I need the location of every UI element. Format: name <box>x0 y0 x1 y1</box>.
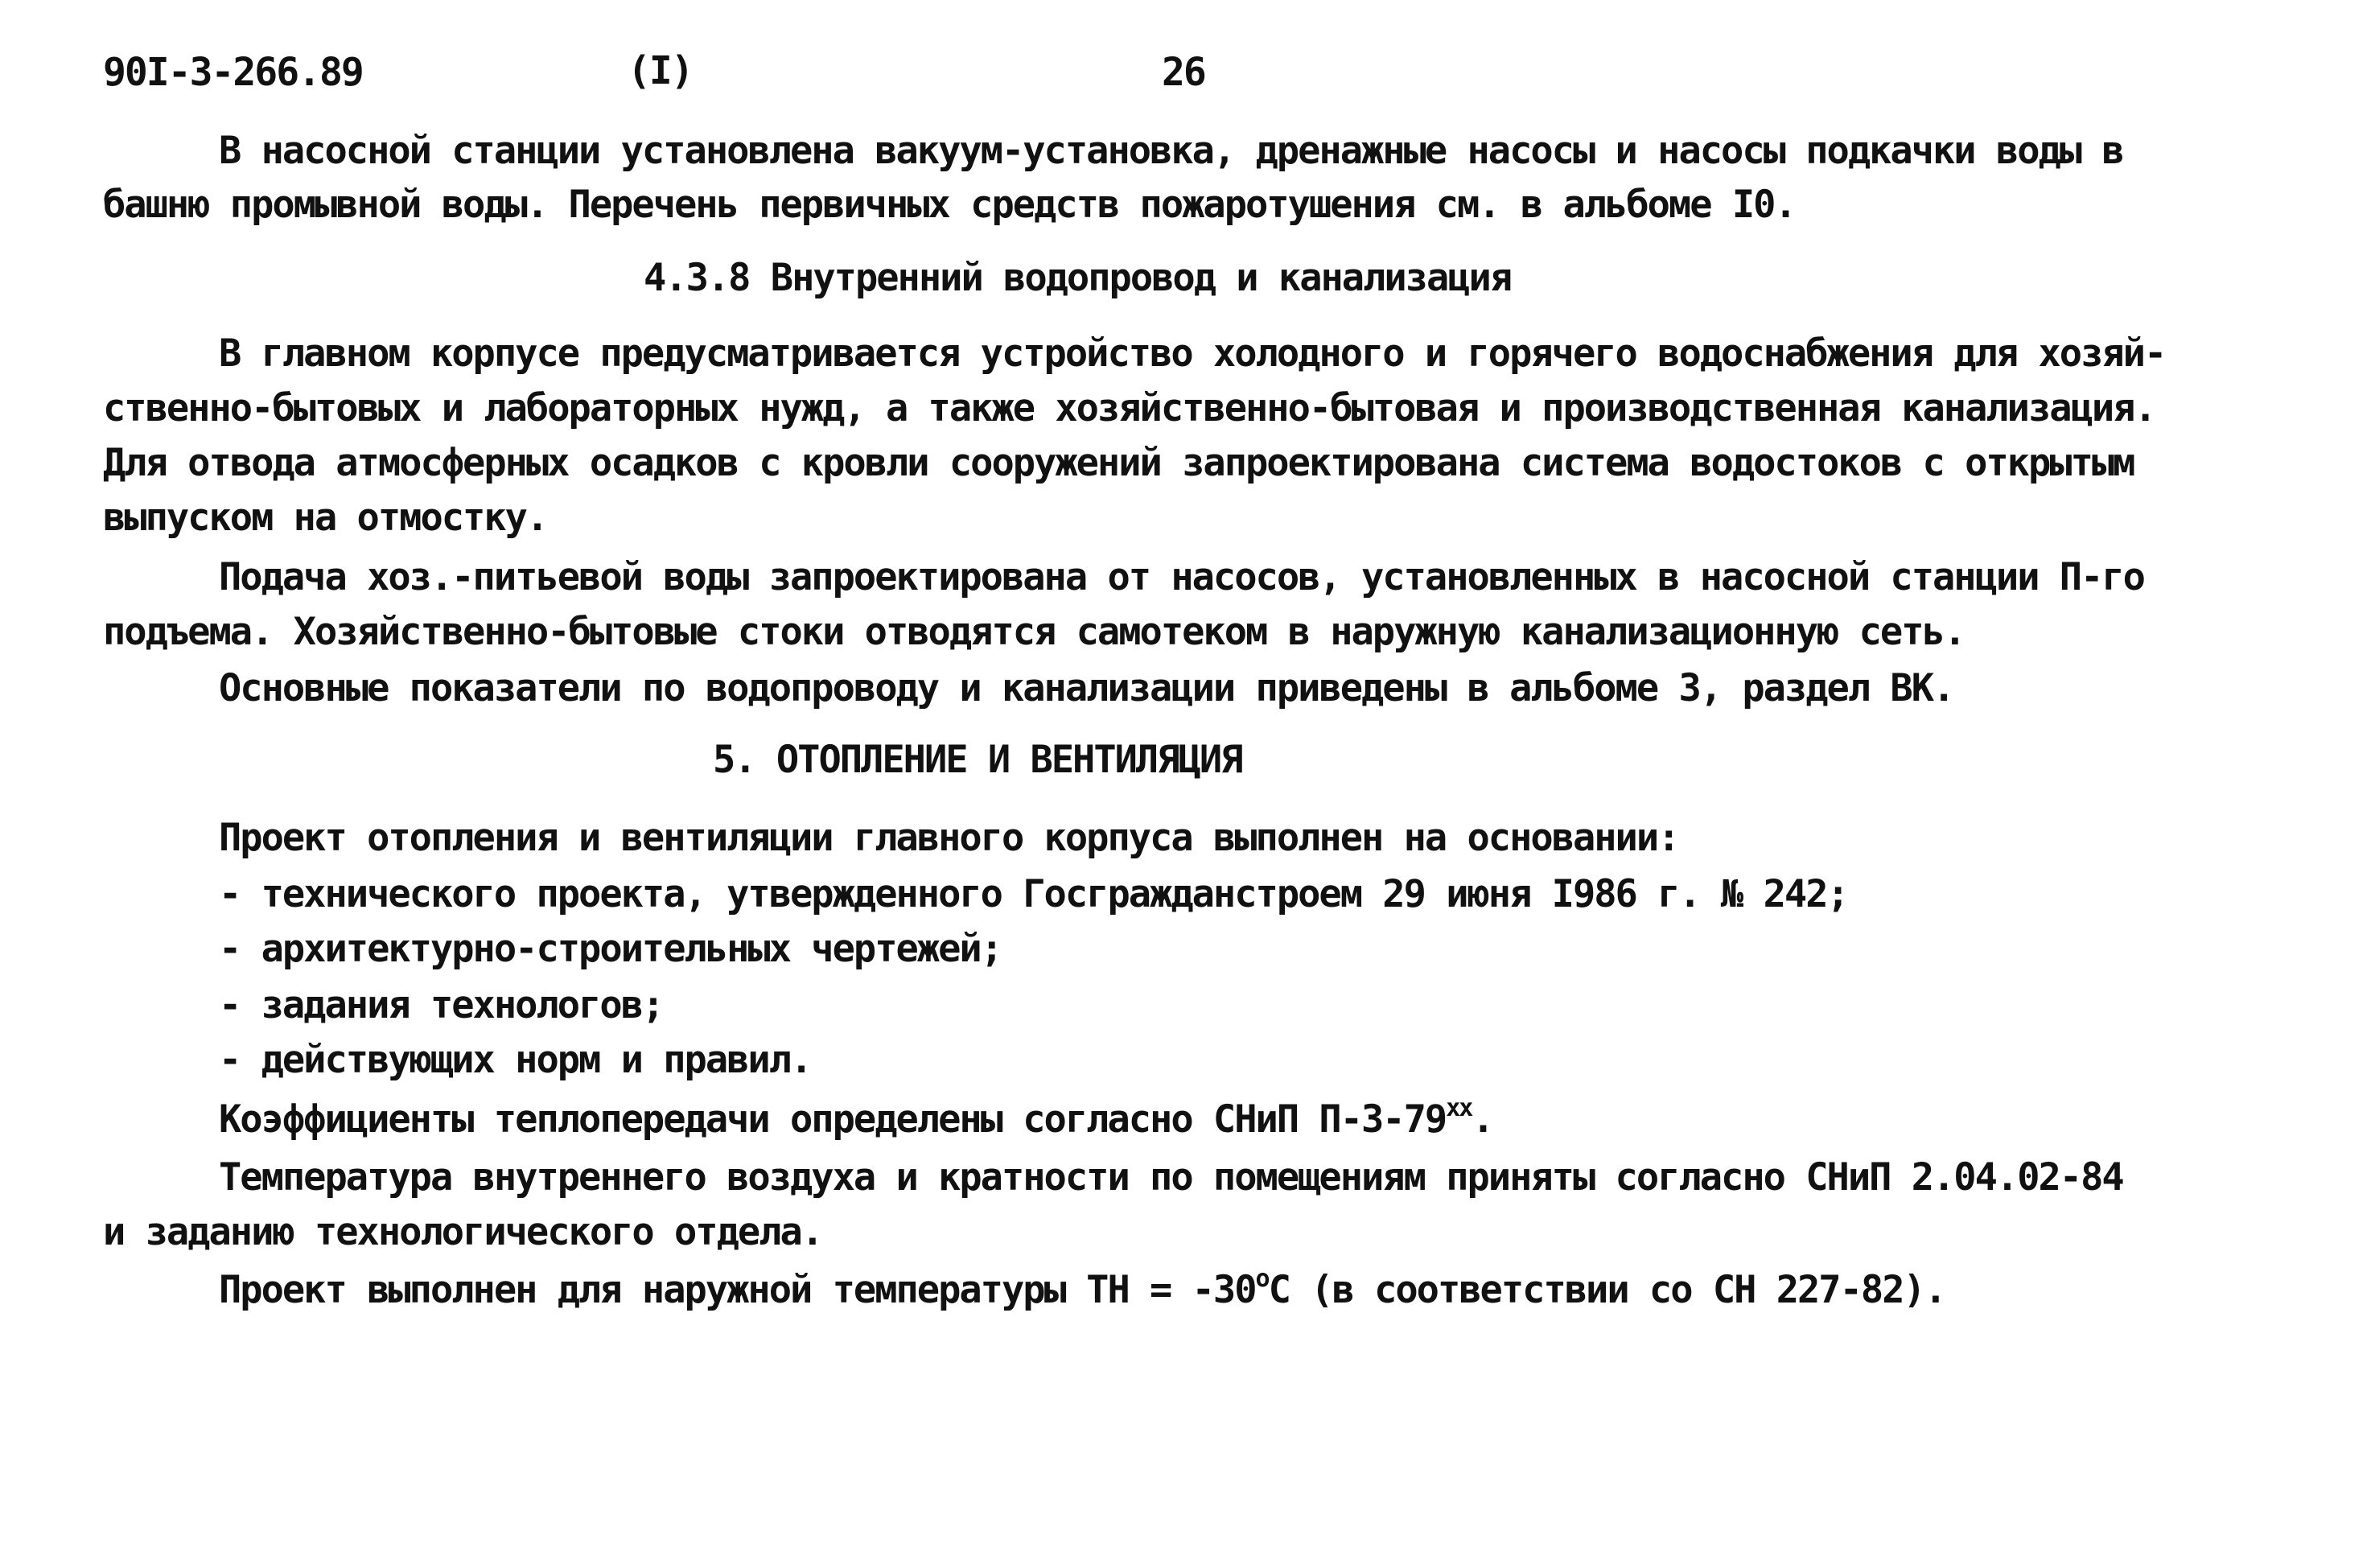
pump-paragraph-line-1: В насосной станции установлена вакуум-установка, дренажные насосы и насосы подкачки воды в <box>219 129 2123 173</box>
heating-intro: Проект отопления и вентиляции главного корпуса выполнен на основании: <box>219 816 1679 860</box>
plumbing-paragraph-line-3: Для отвода атмосферных осадков с кровли сооружений запроектирована система водостоков с открытым <box>103 441 2134 485</box>
section-438-heading: 4.3.8 Внутренний водопровод и канализация <box>644 256 1512 300</box>
basis-item-2: - архитектурно-строительных чертежей; <box>219 927 1002 971</box>
outdoor-temperature-text: Проект выполнен для наружной температуры ТН = -30 <box>219 1268 1256 1312</box>
basis-item-3: - задания технологов; <box>219 983 664 1027</box>
doc-code: 90I-3-266.89 <box>103 50 363 95</box>
heat-transfer-line <box>219 1096 1493 1144</box>
plumbing-paragraph-line-2: ственно-бытовых и лабораторных нужд, а также хозяйственно-бытовая и производственная канализация. <box>103 386 2155 430</box>
degree-sign: о <box>1255 1265 1269 1293</box>
plumbing-paragraph-line-1: В главном корпусе предусматривается устройство холодного и горячего водоснабжения для хозяй- <box>219 331 2166 376</box>
sheet-number: (I) <box>628 48 693 93</box>
key-indicators-line: Основные показатели по водопроводу и канализации приведены в альбоме 3, раздел ВК. <box>219 666 1954 710</box>
section-5-heading: 5. ОТОПЛЕНИЕ И ВЕНТИЛЯЦИЯ <box>713 738 1242 782</box>
plumbing-paragraph-line-4: выпуском на отмостку. <box>103 496 548 540</box>
outdoor-temperature-tail: С (в соответствии со СН 227-82). <box>1268 1268 1946 1312</box>
basis-item-4: - действующих норм и правил. <box>219 1038 812 1082</box>
water-supply-line-2: подъема. Хозяйственно-бытовые стоки отводятся самотеком в наружную канализационную сеть. <box>103 610 1965 654</box>
water-supply-line-1: Подача хоз.-питьевой воды запроектирована от насосов, установленных в насосной станции П-го <box>219 555 2144 599</box>
heat-transfer-superscript: хх <box>1446 1094 1472 1122</box>
air-temperature-line-1: Температура внутреннего воздуха и кратности по помещениям приняты согласно СНиП 2.04.02-84 <box>219 1155 2123 1200</box>
outdoor-temperature-line <box>219 1266 1945 1315</box>
basis-item-1: - технического проекта, утвержденного Госгражданстроем 29 июня I986 г. № 242; <box>219 872 1848 916</box>
pump-paragraph-line-2: башню промывной воды. Перечень первичных средств пожаротушения см. в альбоме I0. <box>103 183 1796 227</box>
page-number: 26 <box>1162 50 1205 95</box>
heat-transfer-text: Коэффициенты теплопередачи определены согласно СНиП П-3-79 <box>219 1097 1447 1142</box>
heat-transfer-end: . <box>1472 1097 1493 1142</box>
air-temperature-line-2: и заданию технологического отдела. <box>103 1210 823 1254</box>
